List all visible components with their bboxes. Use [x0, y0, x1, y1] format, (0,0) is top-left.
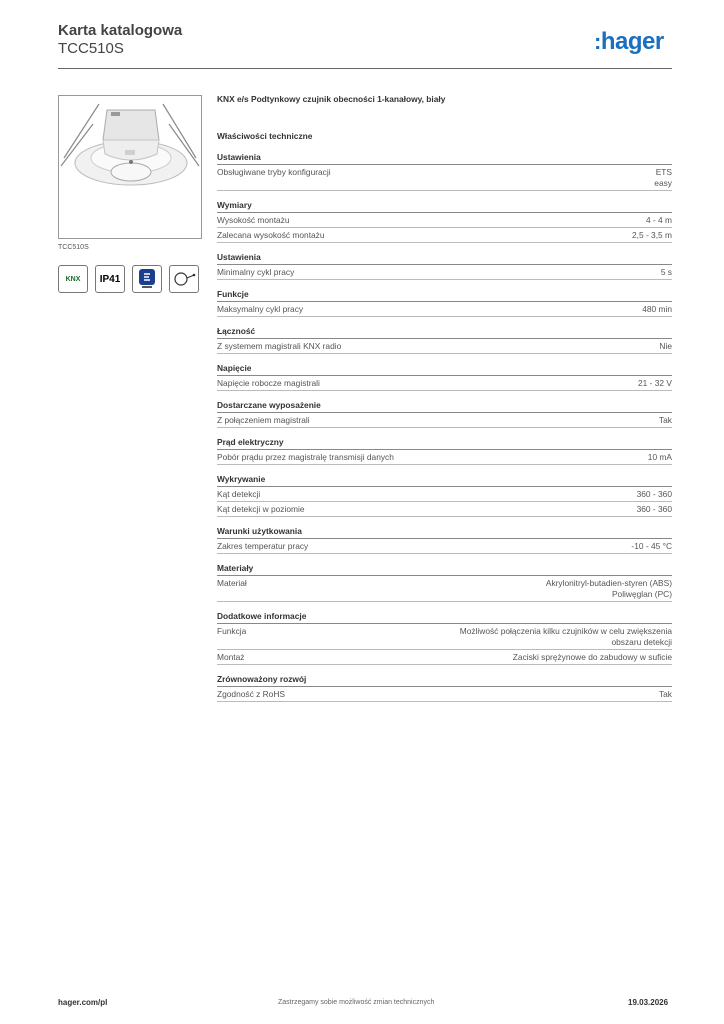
- section-heading: Funkcje: [217, 289, 672, 302]
- spec-section: [217, 526, 672, 554]
- footer-disclaimer: Zastrzegamy sobie możliwość zmian technicznych: [278, 999, 435, 1006]
- spec-value-line: 5 s: [660, 267, 672, 277]
- spec-value-line: 360 - 360: [636, 504, 672, 514]
- spec-section: [217, 674, 672, 702]
- spec-value: [642, 304, 672, 315]
- spec-value-line: Nie: [659, 341, 672, 351]
- spec-label: Wysokość montażu: [217, 215, 290, 225]
- spec-label: Zgodność z RoHS: [217, 689, 285, 699]
- spec-value: [659, 689, 672, 700]
- spec-value: [631, 541, 672, 552]
- spec-value-line: Poliwęglan (PC): [611, 589, 672, 599]
- spec-label: Z systemem magistrali KNX radio: [217, 341, 342, 351]
- spec-row: [217, 576, 672, 602]
- spec-section: [217, 474, 672, 517]
- section-heading: Prąd elektryczny: [217, 437, 672, 450]
- spec-row: [217, 502, 672, 517]
- product-code: TCC510S: [58, 40, 124, 57]
- spec-value: [646, 215, 672, 226]
- spec-section: [217, 289, 672, 317]
- spec-value-line: obszaru detekcji: [611, 637, 672, 647]
- logo-text: hager: [600, 28, 664, 55]
- section-heading: Łączność: [217, 326, 672, 339]
- section-heading: Dodatkowe informacje: [217, 611, 672, 624]
- motion-sensor-icon: [169, 265, 199, 293]
- spec-row: [217, 487, 672, 502]
- spec-section: [217, 611, 672, 665]
- spec-value: [546, 578, 672, 600]
- spec-row: [217, 213, 672, 228]
- spec-value-line: 360 - 360: [636, 489, 672, 499]
- knx-badge: [58, 265, 88, 293]
- spec-content: [217, 94, 672, 711]
- product-description: KNX e/s Podtynkowy czujnik obecności 1-kanałowy, biały: [217, 94, 446, 104]
- spec-value: [661, 267, 672, 278]
- spec-label: Z połączeniem magistrali: [217, 415, 310, 425]
- spec-section: [217, 326, 672, 354]
- spec-section: [217, 563, 672, 602]
- spec-row: [217, 687, 672, 702]
- spec-row: [217, 539, 672, 554]
- spec-label: Montaż: [217, 652, 245, 662]
- spec-label: Zakres temperatur pracy: [217, 541, 309, 551]
- spec-section: [217, 200, 672, 243]
- spec-section: [217, 363, 672, 391]
- spec-value: [513, 652, 672, 663]
- section-heading: Ustawienia: [217, 252, 672, 265]
- easy-config-icon: [132, 265, 162, 293]
- spec-row: [217, 302, 672, 317]
- spec-row: [217, 376, 672, 391]
- sensor-image: [59, 96, 201, 238]
- spec-section: [217, 400, 672, 428]
- spec-label: Zalecana wysokość montażu: [217, 230, 325, 240]
- spec-value-line: easy: [654, 178, 672, 188]
- spec-value: [632, 230, 672, 241]
- spec-value: [460, 626, 672, 648]
- spec-row: [217, 413, 672, 428]
- spec-label: Materiał: [217, 578, 247, 588]
- header-divider: [58, 68, 672, 69]
- photo-caption: TCC510S: [58, 244, 89, 251]
- certification-badges: [58, 265, 199, 293]
- spec-row: [217, 339, 672, 354]
- spec-row: [217, 228, 672, 243]
- spec-value-line: Tak: [658, 689, 672, 699]
- spec-value-line: -10 - 45 °C: [631, 541, 672, 551]
- section-heading: Ustawienia: [217, 152, 672, 165]
- product-photo: [58, 95, 202, 239]
- spec-label: Kąt detekcji w poziomie: [217, 504, 305, 514]
- ip-rating-badge: [95, 265, 125, 293]
- section-heading: Zrównoważony rozwój: [217, 674, 672, 687]
- spec-label: Funkcja: [217, 626, 247, 636]
- spec-value-line: 480 min: [642, 304, 672, 314]
- spec-section: [217, 152, 672, 191]
- hager-logo: :hager: [594, 28, 664, 55]
- section-heading: Wykrywanie: [217, 474, 672, 487]
- section-heading: Materiały: [217, 563, 672, 576]
- spec-value: [638, 378, 672, 389]
- spec-value: [659, 341, 672, 352]
- properties-title: Właściwości techniczne: [217, 131, 313, 141]
- footer-website: hager.com/pl: [58, 998, 108, 1007]
- spec-value-line: Tak: [658, 415, 672, 425]
- spec-value: [654, 167, 672, 189]
- section-heading: Dostarczane wyposażenie: [217, 400, 672, 413]
- spec-label: Napięcie robocze magistrali: [217, 378, 320, 388]
- spec-sections: [217, 152, 672, 702]
- spec-label: Minimalny cykl pracy: [217, 267, 295, 277]
- spec-row: [217, 650, 672, 665]
- page-title: Karta katalogowa: [58, 22, 183, 39]
- knx-badge-label: KNX: [65, 275, 81, 283]
- section-heading: Napięcie: [217, 363, 672, 376]
- spec-value-line: 4 - 4 m: [645, 215, 672, 225]
- spec-label: Maksymalny cykl pracy: [217, 304, 304, 314]
- spec-row: [217, 265, 672, 280]
- section-heading: Warunki użytkowania: [217, 526, 672, 539]
- spec-value-line: Zaciski sprężynowe do zabudowy w suficie: [512, 652, 672, 662]
- spec-row: [217, 624, 672, 650]
- spec-label: Pobór prądu przez magistralę transmisji danych: [217, 452, 394, 462]
- spec-label: Obsługiwane tryby konfiguracji: [217, 167, 331, 177]
- ip-rating-label: IP41: [99, 273, 121, 285]
- spec-section: [217, 252, 672, 280]
- spec-label: Kąt detekcji: [217, 489, 261, 499]
- spec-row: [217, 450, 672, 465]
- spec-value-line: Możliwość połączenia kilku czujników w celu zwiększenia: [459, 626, 672, 636]
- spec-value: [648, 452, 672, 463]
- spec-value-line: 10 mA: [647, 452, 672, 462]
- spec-section: [217, 437, 672, 465]
- spec-value-line: 2,5 - 3,5 m: [631, 230, 672, 240]
- spec-value: [637, 489, 672, 500]
- spec-row: [217, 165, 672, 191]
- spec-value-line: Akrylonitryl-butadien-styren (ABS): [545, 578, 672, 588]
- spec-value: [659, 415, 672, 426]
- footer-date: 19.03.2026: [628, 998, 669, 1007]
- section-heading: Wymiary: [217, 200, 672, 213]
- spec-value-line: 21 - 32 V: [638, 378, 672, 388]
- spec-value-line: ETS: [655, 167, 672, 177]
- spec-value: [637, 504, 672, 515]
